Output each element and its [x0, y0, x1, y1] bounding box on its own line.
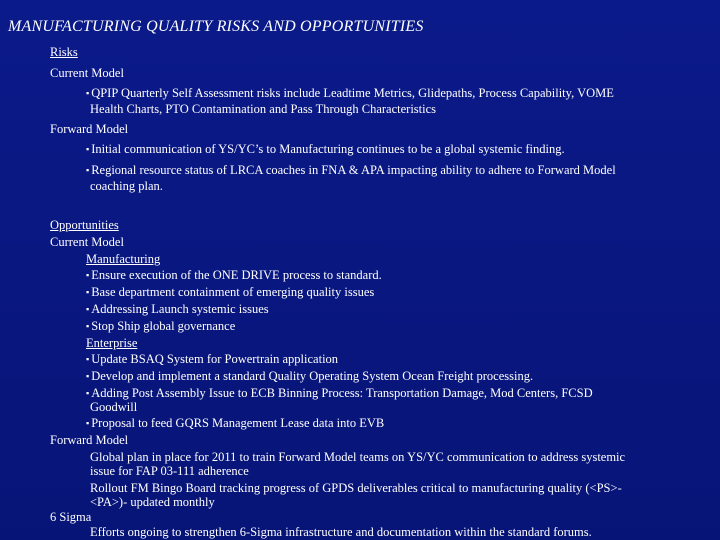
risks-forward-item: ▪ Regional resource status of LRCA coaches in FNA & APA impacting ability to adhere to Forward Model — [86, 163, 616, 178]
opportunities-current-model-label: Current Model — [50, 235, 124, 249]
risks-current-item: ▪ QPIP Quarterly Self Assessment risks include Leadtime Metrics, Glidepaths, Process Capability, VOME — [86, 86, 614, 101]
enterprise-item: ▪ Adding Post Assembly Issue to ECB Binning Process: Transportation Damage, Mod Centers, FCSD — [86, 386, 593, 401]
enterprise-item: ▪ Proposal to feed GQRS Management Lease data into EVB — [86, 416, 384, 431]
manufacturing-label: Manufacturing — [86, 252, 161, 266]
risks-heading: Risks — [50, 45, 78, 59]
manufacturing-item: ▪ Ensure execution of the ONE DRIVE process to standard. — [86, 268, 382, 283]
manufacturing-item: ▪ Base department containment of emerging quality issues — [86, 285, 374, 300]
six-sigma-item: Efforts ongoing to strengthen 6-Sigma infrastructure and documentation within the standard forums. — [90, 525, 592, 539]
forward-item-cont: issue for FAP 03-111 adherence — [90, 464, 249, 478]
six-sigma-label: 6 Sigma — [50, 510, 92, 524]
forward-item: Global plan in place for 2011 to train Forward Model teams on YS/YC communication to address systemic — [90, 450, 626, 464]
forward-item-cont: <PA>)- updated monthly — [90, 495, 215, 509]
enterprise-item: ▪ Develop and implement a standard Quality Operating System Ocean Freight processing. — [86, 369, 533, 384]
risks-forward-model-label: Forward Model — [50, 122, 129, 136]
risks-forward-item-cont: coaching plan. — [90, 179, 163, 193]
enterprise-label: Enterprise — [86, 336, 138, 350]
risks-current-item-cont: Health Charts, PTO Contamination and Pass Through Characteristics — [90, 102, 437, 116]
risks-forward-item: ▪ Initial communication of YS/YC’s to Manufacturing continues to be a global systemic finding. — [86, 142, 565, 157]
manufacturing-item: ▪ Addressing Launch systemic issues — [86, 302, 269, 317]
manufacturing-item: ▪ Stop Ship global governance — [86, 319, 235, 334]
risks-current-model-label: Current Model — [50, 66, 124, 80]
slide-title: MANUFACTURING QUALITY RISKS AND OPPORTUNITIES — [8, 18, 424, 35]
opportunities-forward-model-label: Forward Model — [50, 433, 129, 447]
enterprise-item-cont: Goodwill — [90, 400, 138, 414]
opportunities-heading: Opportunities — [50, 218, 119, 232]
forward-item: Rollout FM Bingo Board tracking progress of GPDS deliverables critical to manufacturing quality (<PS>- — [90, 481, 622, 495]
enterprise-item: ▪ Update BSAQ System for Powertrain application — [86, 352, 338, 367]
